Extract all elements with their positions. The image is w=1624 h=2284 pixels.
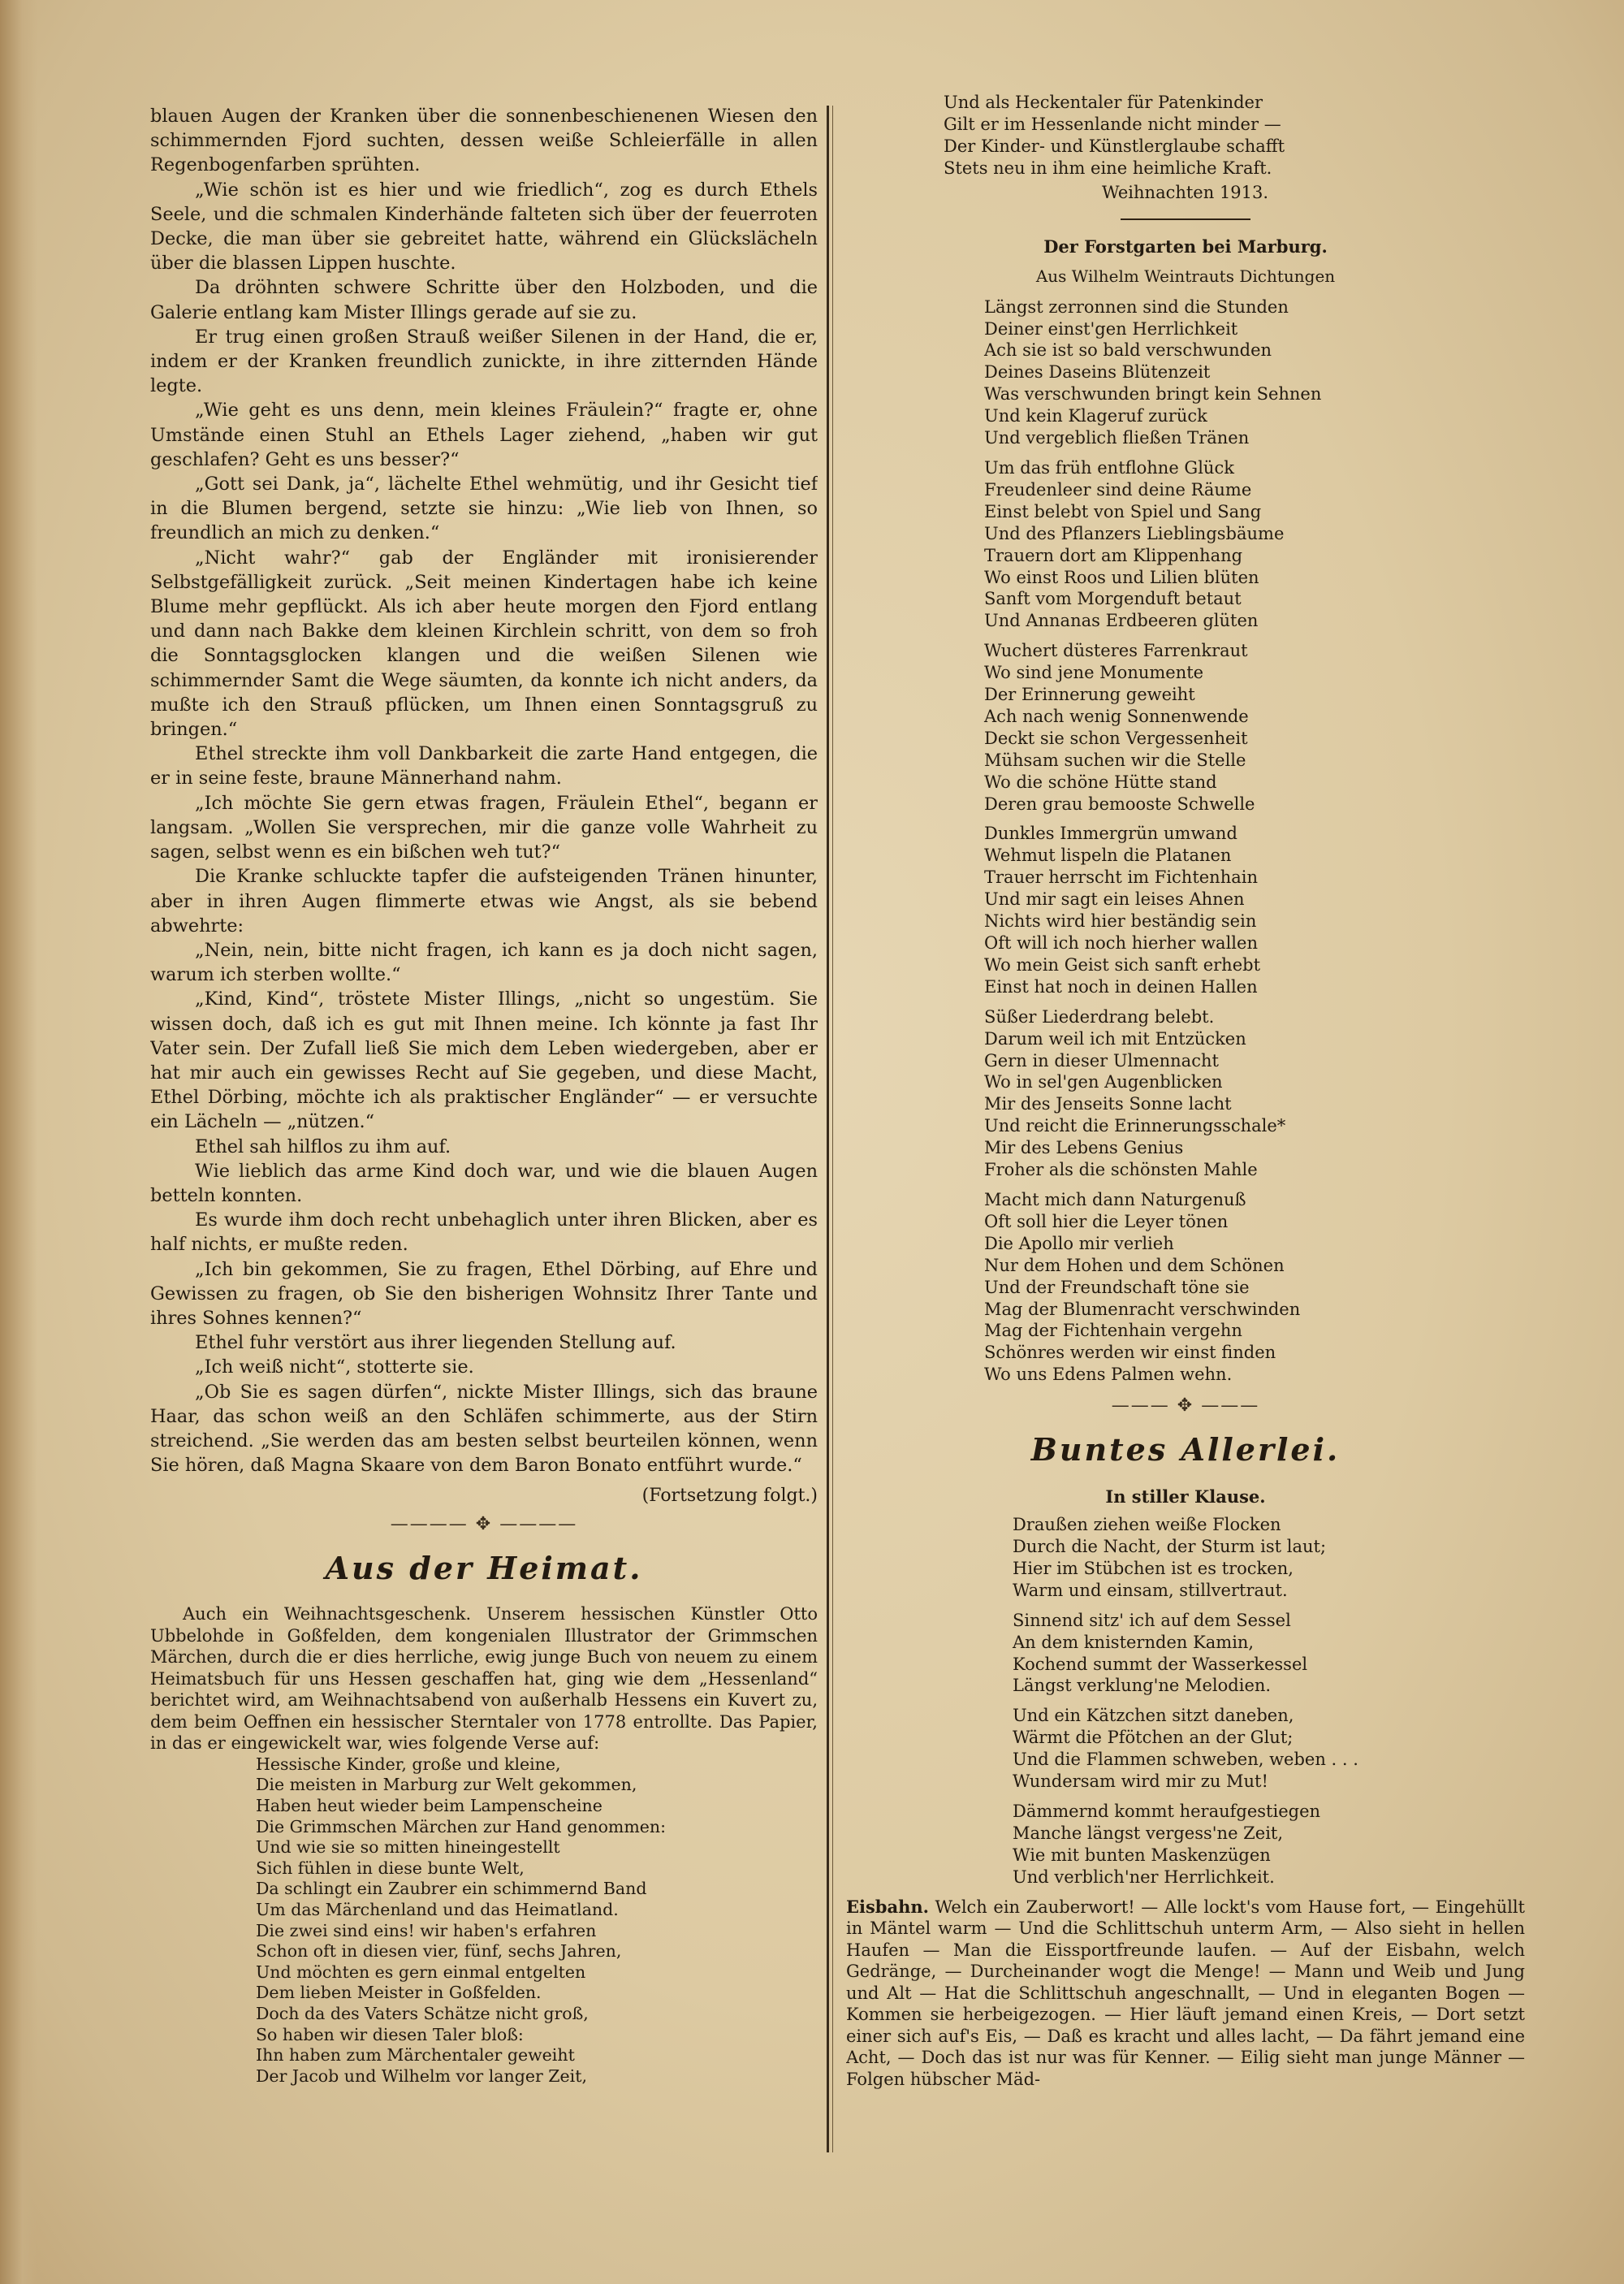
story-paragraph: Da dröhnten schwere Schritte über den Holzboden, und die Galerie entlang kam Mister Illings gerade auf sie zu. — [150, 277, 818, 323]
verse-line: Doch da des Vaters Schätze nicht groß, — [256, 2004, 589, 2023]
verse-line: Die Grimmschen Märchen zur Hand genommen: — [256, 1816, 667, 1836]
klause-line: Warm und einsam, stillvertraut. — [1013, 1580, 1288, 1600]
taler-verse-end — [944, 92, 1525, 180]
forstgarten-line: Ach sie ist so bald verschwunden — [984, 340, 1272, 361]
verse-date: Weihnachten 1913. — [1102, 182, 1269, 202]
forstgarten-line: Schönres werden wir einst finden — [984, 1343, 1276, 1363]
eisbahn-head: Eisbahn. — [846, 1896, 929, 1917]
forstgarten-line: Süßer Liederdrang belebt. — [984, 1006, 1215, 1027]
verse-line: So haben wir diesen Taler bloß: — [256, 2024, 524, 2044]
story-paragraph: „Ob Sie es sagen dürfen“, nickte Mister Illings, sich das braune Haar, das schon weiß an den Schläfen schimmerte, aus der Stirn streichend. „Sie werden das am besten selbst beurteilen können, wenn Sie hören, daß Magna Skaare von dem Baron Bonato entführt wurde.“ — [150, 1381, 818, 1477]
buntes-allerlei-heading: Buntes Allerlei. — [1030, 1431, 1341, 1469]
verse-line: Die zwei sind eins! wir haben's erfahren — [256, 1920, 597, 1940]
story-paragraph: „Wie geht es uns denn, mein kleines Fräulein?“ fragte er, ohne Umstände einen Stuhl an Ethels Lager ziehend, „haben wir gut geschlafen? Geht es uns besser?“ — [150, 400, 818, 470]
forstgarten-line: Und reicht die Erinnerungsschale* — [984, 1116, 1286, 1136]
forstgarten-line: Wo die schöne Hütte stand — [984, 772, 1217, 792]
heimat-heading: Aus der Heimat. — [325, 1550, 643, 1587]
ornament-divider-2: ——— ✥ ——— — [1111, 1395, 1260, 1417]
forstgarten-stanza — [984, 1006, 1525, 1181]
klause-stanza — [1013, 1705, 1525, 1793]
taler-verse — [256, 1754, 818, 2087]
forstgarten-line: Einst belebt von Spiel und Sang — [984, 501, 1262, 521]
story-paragraph: „Gott sei Dank, ja“, lächelte Ethel wehmütig, und ihr Gesicht tief in die Blumen bergend, setzte sie hinzu: „Wie lieb von Ihnen, so freundlich an mich zu denken.“ — [150, 474, 818, 544]
story-paragraph: Ethel fuhr verstört aus ihrer liegenden Stellung auf. — [195, 1332, 676, 1354]
story-paragraph: Die Kranke schluckte tapfer die aufsteigenden Tränen hinunter, aber in ihren Augen flimmerte etwas wie Angst, als sie bebend abwehrte: — [150, 866, 818, 937]
klause-stanza — [1013, 1610, 1525, 1698]
forstgarten-line: Wo sind jene Monumente — [984, 663, 1204, 683]
forstgarten-line: Dunkles Immergrün umwand — [984, 824, 1237, 844]
heimat-notice — [150, 1603, 818, 1754]
klause-line: Sinnend sitz' ich auf dem Sessel — [1013, 1610, 1291, 1630]
klause-line: Wie mit bunten Maskenzügen — [1013, 1845, 1271, 1865]
forstgarten-line: Und mir sagt ein leises Ahnen — [984, 889, 1245, 910]
verse-line: Haben heut wieder beim Lampenscheine — [256, 1796, 603, 1816]
forstgarten-line: Der Erinnerung geweiht — [984, 685, 1195, 705]
klause-stanza — [1013, 1514, 1525, 1602]
forstgarten-line: Und Annanas Erdbeeren glüten — [984, 611, 1259, 631]
story-paragraph: blauen Augen der Kranken über die sonnenbeschienenen Wiesen den schimmernden Fjord suchten, dessen weiße Schleierfälle in allen Regenbogenfarben sprühten. — [150, 106, 818, 176]
forstgarten-line: Mir des Lebens Genius — [984, 1138, 1184, 1158]
forstgarten-stanza — [984, 296, 1525, 449]
story-paragraph: Wie lieblich das arme Kind doch war, und wie die blauen Augen betteln konnten. — [150, 1160, 818, 1206]
klause-title: In stiller Klause. — [1105, 1486, 1266, 1508]
verse-line: Da schlingt ein Zaubrer ein schimmernd Band — [256, 1879, 647, 1899]
verse-line: Und wie sie so mitten hineingestellt — [256, 1837, 560, 1858]
continued-note: (Fortsetzung folgt.) — [641, 1486, 818, 1507]
forstgarten-line: Längst zerronnen sind die Stunden — [984, 296, 1289, 317]
forstgarten-line: Deckt sie schon Vergessenheit — [984, 728, 1248, 748]
forstgarten-line: Mir des Jenseits Sonne lacht — [984, 1094, 1232, 1114]
story-paragraph: „Ich weiß nicht“, stotterte sie. — [195, 1356, 474, 1378]
forstgarten-stanza — [984, 823, 1525, 997]
forstgarten-line: Oft will ich noch hierher wallen — [984, 933, 1258, 953]
verse-line: Dem lieben Meister in Goßfelden. — [256, 1983, 542, 2003]
forstgarten-line: Wehmut lispeln die Platanen — [984, 846, 1232, 866]
story-paragraph: „Ich bin gekommen, Sie zu fragen, Ethel Dörbing, auf Ehre und Gewissen zu fragen, ob Sie den bisherigen Wohnsitz Ihrer Tante und ihres Sohnes kennen?“ — [150, 1258, 818, 1329]
forstgarten-line: Und des Pflanzers Lieblingsbäume — [984, 523, 1285, 543]
forstgarten-line: Mag der Fichtenhain vergehn — [984, 1321, 1242, 1341]
verse-line: Stets neu in ihm eine heimliche Kraft. — [944, 158, 1272, 178]
forstgarten-line: Macht mich dann Naturgenuß — [984, 1189, 1246, 1209]
forstgarten-line: Wo in sel'gen Augenblicken — [984, 1072, 1223, 1092]
story-paragraph: „Nicht wahr?“ gab der Engländer mit ironisierender Selbstgefälligkeit zurück. „Seit meinen Kindertagen habe ich keine Blume mehr gepflückt. Als ich aber heute morgen den Fjord entlang und dann nach Bakke dem kleinen Kirchlein schritt, von dem so froh die Sonntagsglocken klangen und die weißen Silenen wie schimmernder Samt die Wege säumten, da konnte ich nicht anders, da mußte ich den Strauß pflücken, um Ihnen einen Sonntagsgruß zu bringen.“ — [150, 547, 818, 741]
story-paragraph: Ethel streckte ihm voll Dankbarkeit die zarte Hand entgegen, die er in seine feste, braune Männerhand nahm. — [150, 743, 818, 789]
forstgarten-stanza — [984, 457, 1525, 632]
story-paragraph: „Wie schön ist es hier und wie friedlich“, zog es durch Ethels Seele, und die schmalen Kinderhände falteten sich über der feuerroten Decke, die man über sie gebreitet hatte, während ein Glückslächeln über die blassen Lippen huschte. — [150, 179, 818, 275]
story-paragraph: Er trug einen großen Strauß weißer Silenen in der Hand, die er, indem er der Kranken freundlich zunickte, in ihre zitternden Hände legte. — [150, 326, 818, 397]
forstgarten-stanza — [984, 640, 1525, 815]
forstgarten-line: Nur dem Hohen und dem Schönen — [984, 1255, 1285, 1275]
verse-line: Der Kinder- und Künstlerglaube schafft — [944, 136, 1285, 156]
column-rule-thin — [832, 106, 833, 2152]
klause-line: Durch die Nacht, der Sturm ist laut; — [1013, 1537, 1327, 1557]
klause-line: Wärmt die Pfötchen an der Glut; — [1013, 1728, 1294, 1748]
forstgarten-stanza — [984, 1189, 1525, 1386]
forstgarten-line: Trauern dort am Klippenhang — [984, 545, 1243, 565]
forstgarten-line: Darum weil ich mit Entzücken — [984, 1028, 1246, 1049]
eisbahn-text-block — [846, 1897, 1525, 2091]
verse-line: Der Jacob und Wilhelm vor langer Zeit, — [256, 2066, 587, 2086]
forstgarten-line: Wo einst Roos und Lilien blüten — [984, 567, 1259, 587]
column-rule — [827, 106, 829, 2152]
verse-line: Um das Märchenland und das Heimatland. — [256, 1900, 619, 1920]
page-edge-shadow — [0, 0, 37, 2284]
forstgarten-line: Die Apollo mir verlieh — [984, 1233, 1174, 1253]
forstgarten-line: Sanft vom Morgenduft betaut — [984, 589, 1242, 609]
klause-stanza — [1013, 1801, 1525, 1888]
verse-line: Hessische Kinder, große und kleine, — [256, 1754, 561, 1774]
forstgarten-line: Wuchert düsteres Farrenkraut — [984, 641, 1248, 661]
forstgarten-line: Froher als die schönsten Mahle — [984, 1160, 1258, 1180]
right-column — [846, 92, 1525, 2171]
story-paragraph: „Nein, nein, bitte nicht fragen, ich kann es ja doch nicht sagen, warum ich sterben wollte.“ — [150, 939, 818, 986]
forstgarten-line: Und der Freundschaft töne sie — [984, 1277, 1250, 1297]
story-paragraph: Ethel sah hilflos zu ihm auf. — [195, 1136, 451, 1157]
forstgarten-title: Der Forstgarten bei Marburg. — [1043, 236, 1328, 257]
forstgarten-subtitle: Aus Wilhelm Weintrauts Dichtungen — [1035, 266, 1336, 286]
forstgarten-line: Deren grau bemooste Schwelle — [984, 794, 1255, 814]
verse-line: Sich fühlen in diese bunte Welt, — [256, 1858, 525, 1878]
forstgarten-line: Ach nach wenig Sonnenwende — [984, 706, 1249, 726]
verse-line: Und möchten es gern einmal entgelten — [256, 1962, 586, 1982]
forstgarten-line: Um das früh entflohne Glück — [984, 457, 1234, 478]
forstgarten-line: Gern in dieser Ulmennacht — [984, 1050, 1219, 1071]
divider-line — [1121, 218, 1250, 220]
klause-poem — [1013, 1514, 1525, 1888]
left-column — [150, 104, 818, 2159]
verse-line: Gilt er im Hessenlande nicht minder — — [944, 114, 1281, 134]
klause-line: Wundersam wird mir zu Mut! — [1013, 1771, 1268, 1792]
forstgarten-line: Wo mein Geist sich sanft erhebt — [984, 954, 1261, 975]
forstgarten-line: Trauer herrscht im Fichtenhain — [984, 867, 1258, 888]
forstgarten-line: Einst hat noch in deinen Hallen — [984, 976, 1258, 997]
klause-line: Dämmernd kommt heraufgestiegen — [1013, 1802, 1321, 1821]
forstgarten-line: Mag der Blumenracht verschwinden — [984, 1299, 1301, 1319]
story-continuation — [150, 104, 818, 1477]
klause-line: Und verblich'ner Herrlichkeit. — [1013, 1867, 1275, 1887]
heimat-notice-text: Auch ein Weihnachtsgeschenk. Unserem hessischen Künstler Otto Ubbelohde in Goßfelden, dem kongenialen Illustrator der Grimmschen Märchen, durch die er dies herrliche, ewig junge Buch von neuem zu einem Heimatsbuch für uns Hessen geschaffen hat, ging wie dem „Hessenland“ berichtet wird, am Weihnachtsabend von außerhalb Hessens ein Kuvert zu, dem beim Oeffnen ein hessischer Sterntaler von 1778 entrollte. Das Papier, in das er eingewickelt war, wies folgende Verse auf: — [150, 1604, 818, 1754]
forstgarten-line: Und kein Klageruf zurück — [984, 406, 1207, 426]
forstgarten-line: Was verschwunden bringt kein Sehnen — [984, 384, 1322, 404]
klause-line: Manche längst vergess'ne Zeit, — [1013, 1823, 1284, 1843]
verse-line: Schon oft in diesen vier, fünf, sechs Jahren, — [256, 1941, 622, 1962]
forstgarten-line: Freudenleer sind deine Räume — [984, 479, 1252, 500]
klause-line: Draußen ziehen weiße Flocken — [1013, 1515, 1281, 1535]
klause-line: Kochend summt der Wasserkessel — [1013, 1654, 1308, 1674]
ornament-divider: ———— ✥ ———— — [390, 1514, 578, 1535]
verse-line: Und als Heckentaler für Patenkinder — [944, 93, 1263, 112]
forstgarten-line: Deines Daseins Blütenzeit — [984, 362, 1211, 383]
forstgarten-line: Und vergeblich fließen Tränen — [984, 428, 1250, 448]
klause-line: Hier im Stübchen ist es trocken, — [1013, 1558, 1294, 1578]
story-paragraph: Es wurde ihm doch recht unbehaglich unter ihren Blicken, aber es half nichts, er mußte reden. — [150, 1209, 818, 1256]
verse-line: Ihn haben zum Märchentaler geweiht — [256, 2045, 575, 2066]
forstgarten-line: Mühsam suchen wir die Stelle — [984, 750, 1246, 770]
klause-line: Längst verklung'ne Melodien. — [1013, 1676, 1272, 1696]
story-paragraph: „Ich möchte Sie gern etwas fragen, Fräulein Ethel“, begann er langsam. „Wollen Sie versprechen, mir die ganze volle Wahrheit zu sagen, selbst wenn es ein bißchen weh tut?“ — [150, 792, 818, 863]
forstgarten-line: Nichts wird hier beständig sein — [984, 911, 1257, 932]
klause-line: An dem knisternden Kamin, — [1013, 1632, 1255, 1652]
forstgarten-line: Oft soll hier die Leyer tönen — [984, 1211, 1229, 1231]
forstgarten-line: Deiner einst'gen Herrlichkeit — [984, 318, 1238, 339]
verse-line: Die meisten in Marburg zur Welt gekommen, — [256, 1775, 637, 1795]
klause-line: Und die Flammen schweben, weben . . . — [1013, 1750, 1358, 1770]
klause-line: Und ein Kätzchen sitzt daneben, — [1013, 1706, 1294, 1726]
forstgarten-poem — [984, 296, 1525, 1386]
forstgarten-line: Wo uns Edens Palmen wehn. — [984, 1365, 1233, 1385]
eisbahn-text: Welch ein Zauberwort! — Alle lockt's vom Hause fort, — Eingehüllt in Mäntel warm — Und die Schlittschuh unterm Arm, — Also sieht in hellen Haufen — Man die Eissportfreunde laufen. — Auf der Eisbahn, welch Gedränge, — Durcheinander wogt die Menge! — Mann und Weib und Jung und Alt — Hat die Schlittschuh angeschnallt, — Und in eleganten Bogen — Kommen sie herbeigezogen. — Hier läuft jemand einen Kreis, — Dort setzt einer sich auf's Eis, — Daß es kracht und alles lacht, — Da fährt jemand eine Acht, — Doch das ist nur was für Kenner. — Eilig sieht man junge Männer — Folgen hübscher Mäd- — [846, 1897, 1525, 2089]
story-paragraph: „Kind, Kind“, tröstete Mister Illings, „nicht so ungestüm. Sie wissen doch, daß ich es gut mit Ihnen meine. Ich könnte ja fast Ihr Vater sein. Der Zufall ließ Sie mich dem Leben wiedergeben, aber er hat mir auch ein gewisses Recht auf Sie gegeben, und diese Macht, Ethel Dörbing, möchte ich als praktischer Engländer“ — er versuchte ein Lächeln — „nützen.“ — [150, 988, 818, 1133]
